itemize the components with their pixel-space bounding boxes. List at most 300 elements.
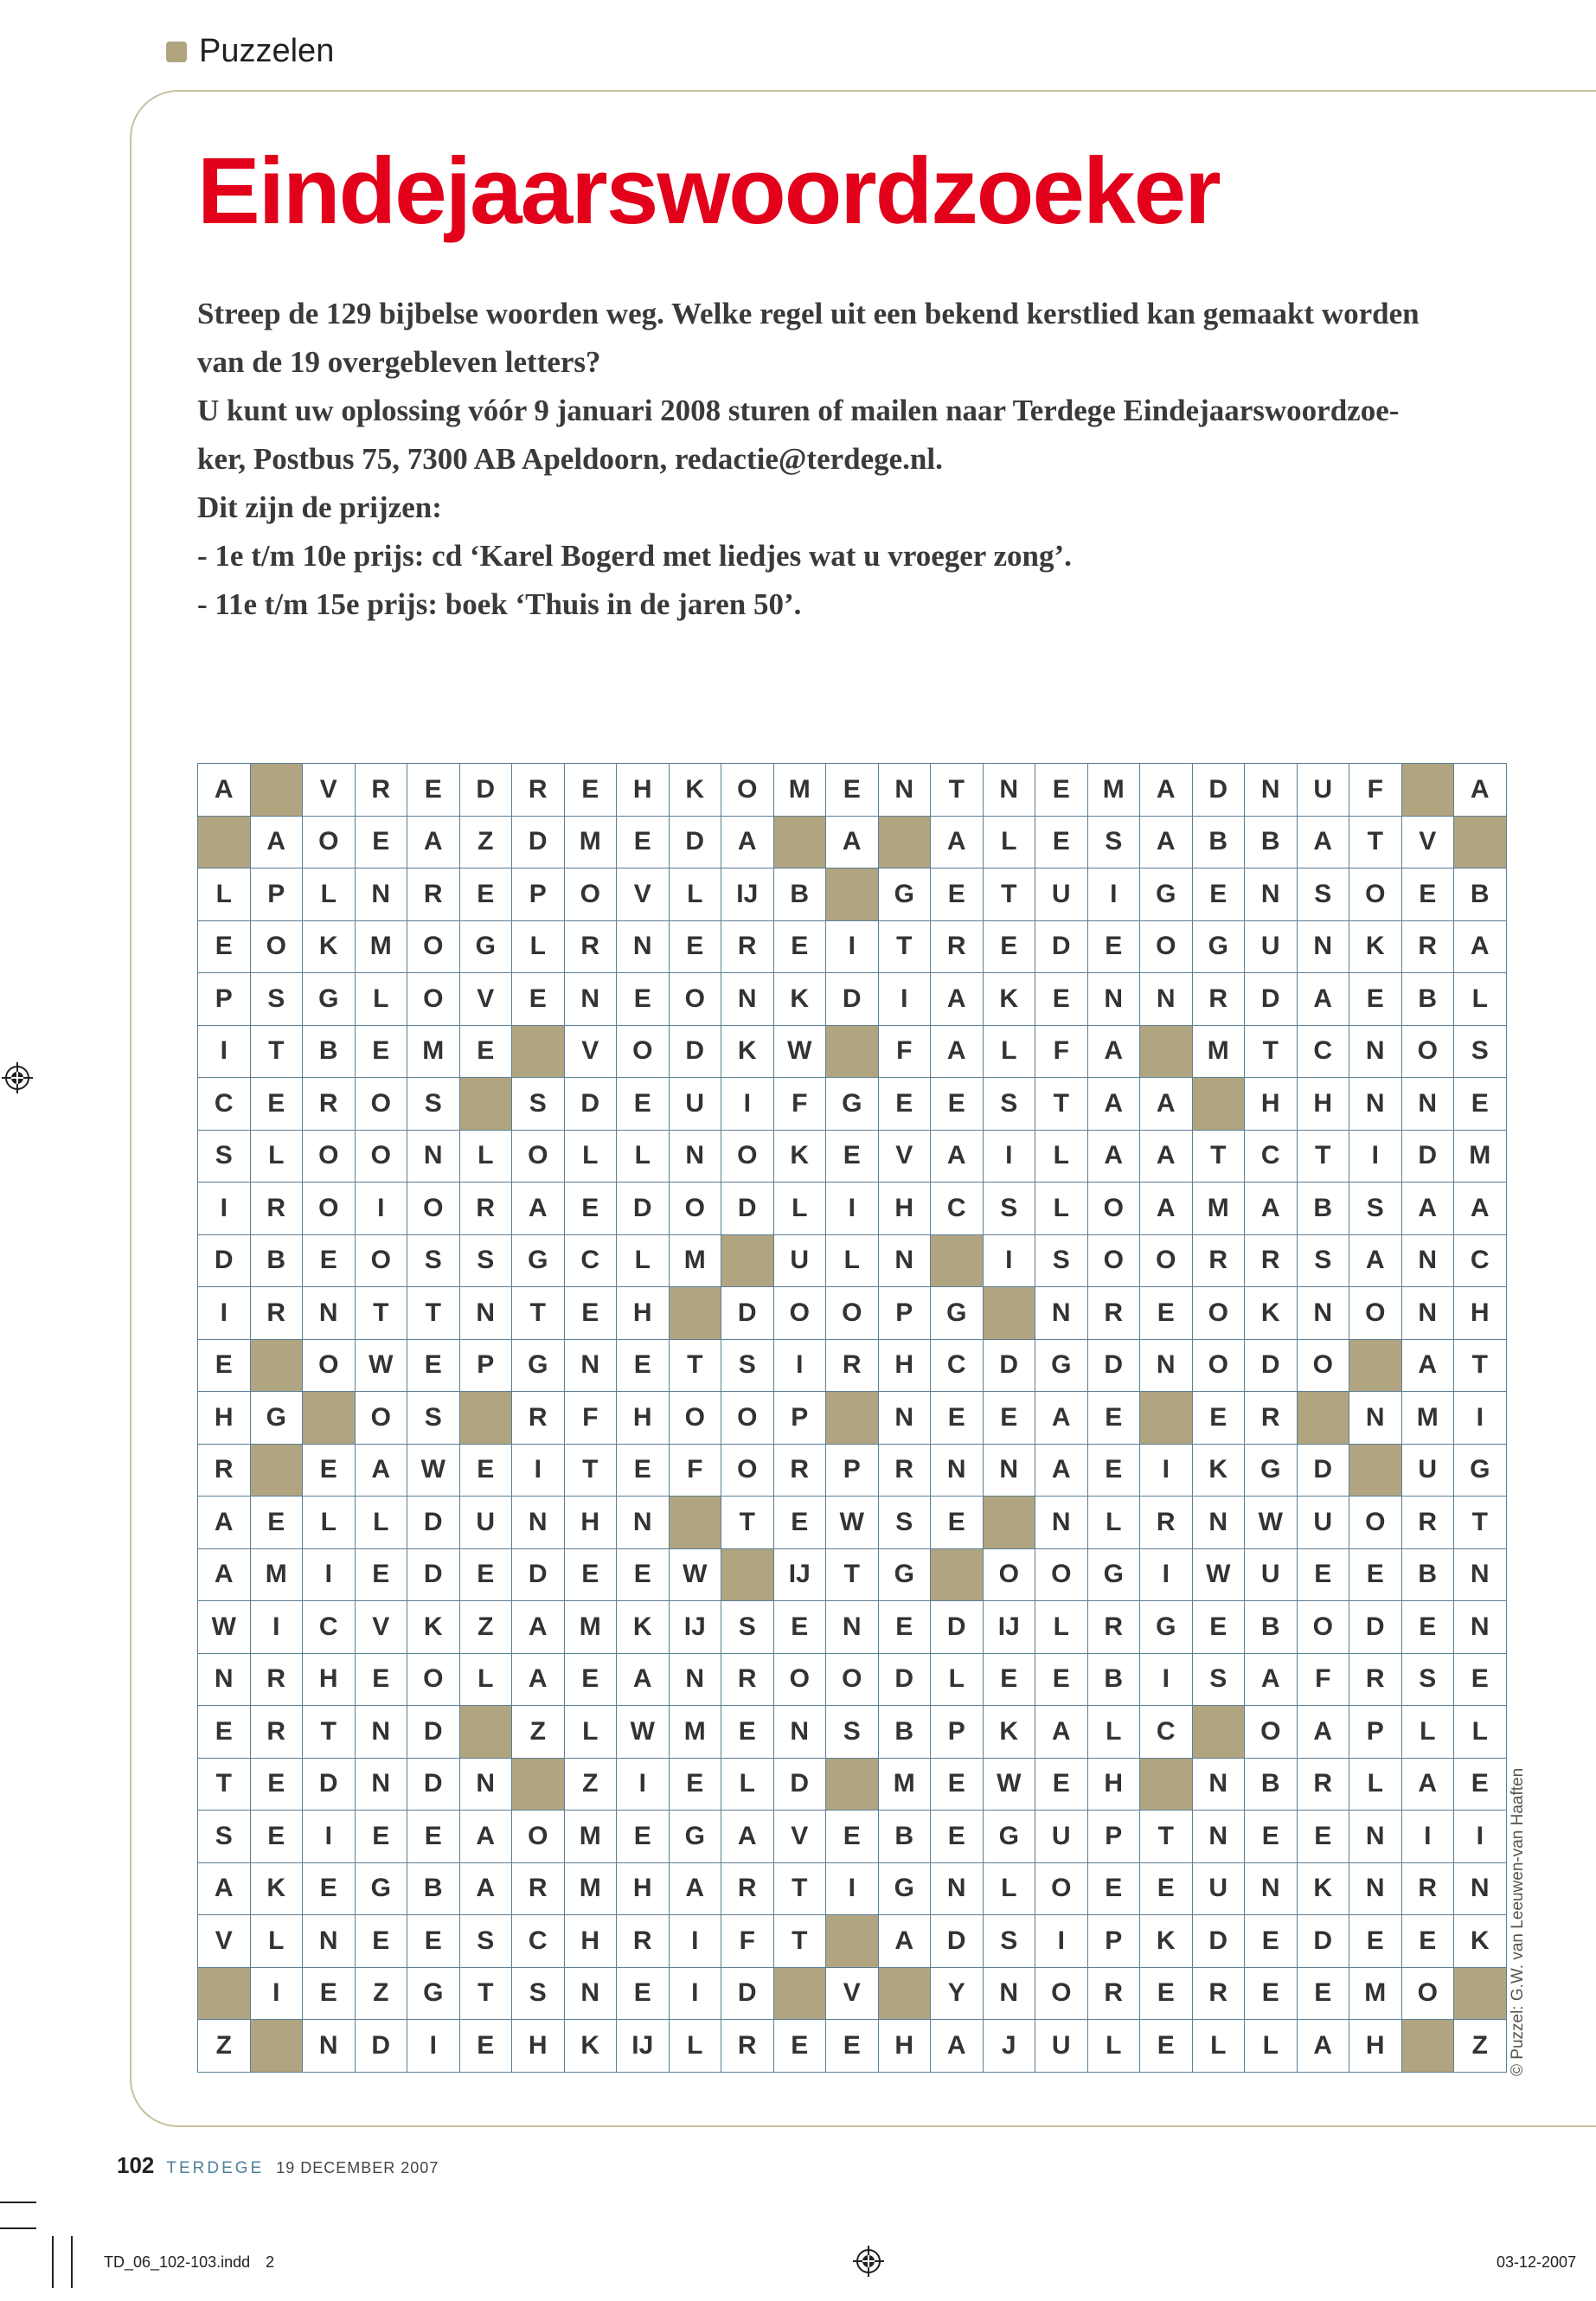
grid-cell[interactable]: V (1401, 816, 1454, 868)
grid-cell[interactable]: M (564, 1601, 617, 1654)
grid-cell[interactable]: N (1035, 1497, 1088, 1549)
grid-cell[interactable]: D (983, 1339, 1035, 1392)
grid-cell[interactable]: N (1454, 1862, 1507, 1915)
grid-cell[interactable]: A (931, 973, 984, 1026)
grid-cell[interactable]: E (459, 2020, 512, 2073)
grid-cell-blocked[interactable] (983, 1497, 1035, 1549)
grid-cell[interactable]: A (1245, 1653, 1298, 1706)
grid-cell[interactable]: M (564, 1862, 617, 1915)
grid-cell[interactable]: R (1401, 1497, 1454, 1549)
grid-cell[interactable]: R (721, 1653, 774, 1706)
grid-cell[interactable]: R (250, 1653, 303, 1706)
grid-cell[interactable]: E (564, 1653, 617, 1706)
grid-cell-blocked[interactable] (773, 816, 826, 868)
grid-cell[interactable]: B (407, 1862, 460, 1915)
grid-cell[interactable]: E (250, 1811, 303, 1863)
grid-cell[interactable]: E (1349, 1548, 1402, 1601)
grid-cell[interactable]: E (355, 816, 407, 868)
grid-cell[interactable]: K (617, 1601, 670, 1654)
grid-cell[interactable]: G (1035, 1339, 1088, 1392)
grid-cell[interactable]: L (1401, 1706, 1454, 1759)
grid-cell[interactable]: N (198, 1653, 251, 1706)
grid-cell[interactable]: E (931, 1811, 984, 1863)
grid-cell[interactable]: S (983, 1183, 1035, 1235)
grid-cell[interactable]: A (1140, 1078, 1193, 1131)
grid-cell[interactable]: P (773, 1392, 826, 1445)
grid-cell[interactable]: K (407, 1601, 460, 1654)
grid-cell[interactable]: C (564, 1234, 617, 1287)
grid-cell[interactable]: E (407, 1811, 460, 1863)
grid-cell[interactable]: E (1245, 1915, 1298, 1968)
grid-cell[interactable]: G (826, 1078, 879, 1131)
grid-cell[interactable]: O (826, 1287, 879, 1340)
grid-cell[interactable]: E (564, 1287, 617, 1340)
grid-cell[interactable]: F (1035, 1025, 1088, 1078)
grid-cell[interactable]: I (1140, 1653, 1193, 1706)
grid-cell-blocked[interactable] (459, 1706, 512, 1759)
grid-cell[interactable]: A (1297, 973, 1349, 1026)
grid-cell[interactable]: M (1401, 1392, 1454, 1445)
grid-cell[interactable]: L (669, 2020, 721, 2073)
grid-cell[interactable]: N (512, 1497, 565, 1549)
grid-cell[interactable]: E (931, 1497, 984, 1549)
grid-cell[interactable]: E (564, 764, 617, 817)
grid-cell-blocked[interactable] (1401, 2020, 1454, 2073)
grid-cell[interactable]: R (355, 764, 407, 817)
grid-cell-blocked[interactable] (250, 1444, 303, 1497)
grid-cell[interactable]: L (198, 868, 251, 921)
grid-cell[interactable]: O (407, 920, 460, 973)
grid-cell[interactable]: E (407, 1339, 460, 1392)
grid-cell[interactable]: E (355, 1025, 407, 1078)
grid-cell[interactable]: W (983, 1758, 1035, 1811)
grid-cell[interactable]: N (1140, 1339, 1193, 1392)
grid-cell[interactable]: E (1087, 1862, 1140, 1915)
grid-cell[interactable]: N (878, 764, 931, 817)
grid-cell[interactable]: V (355, 1601, 407, 1654)
grid-cell[interactable]: W (1192, 1548, 1245, 1601)
grid-cell[interactable]: A (1087, 1130, 1140, 1183)
grid-cell[interactable]: L (512, 920, 565, 973)
grid-cell[interactable]: I (1140, 1444, 1193, 1497)
grid-cell[interactable]: O (1087, 1234, 1140, 1287)
grid-cell[interactable]: N (1401, 1078, 1454, 1131)
grid-cell[interactable]: I (669, 1915, 721, 1968)
grid-cell[interactable]: I (721, 1078, 774, 1131)
grid-cell[interactable]: L (355, 973, 407, 1026)
grid-cell-blocked[interactable] (931, 1234, 984, 1287)
grid-cell[interactable]: R (303, 1078, 356, 1131)
grid-cell[interactable]: M (1192, 1183, 1245, 1235)
grid-cell[interactable]: S (407, 1078, 460, 1131)
grid-cell[interactable]: A (1245, 1183, 1298, 1235)
grid-cell[interactable]: A (355, 1444, 407, 1497)
grid-cell[interactable]: N (1349, 1811, 1402, 1863)
grid-cell[interactable]: E (617, 816, 670, 868)
grid-cell[interactable]: U (1035, 868, 1088, 921)
grid-cell[interactable]: G (512, 1339, 565, 1392)
grid-cell[interactable]: M (564, 1811, 617, 1863)
grid-cell[interactable]: N (1349, 1078, 1402, 1131)
grid-cell[interactable]: T (773, 1915, 826, 1968)
grid-cell-blocked[interactable] (931, 1548, 984, 1601)
grid-cell[interactable]: N (407, 1130, 460, 1183)
grid-cell[interactable]: S (983, 1915, 1035, 1968)
grid-cell[interactable]: D (1245, 1339, 1298, 1392)
grid-cell[interactable]: R (1140, 1497, 1193, 1549)
grid-cell-blocked[interactable] (459, 1392, 512, 1445)
grid-cell[interactable]: N (564, 1967, 617, 2020)
grid-cell[interactable]: W (1245, 1497, 1298, 1549)
grid-cell[interactable]: D (721, 1183, 774, 1235)
grid-cell[interactable]: R (878, 1444, 931, 1497)
grid-cell[interactable]: O (1401, 1967, 1454, 2020)
grid-cell[interactable]: I (303, 1811, 356, 1863)
grid-cell[interactable]: O (1192, 1287, 1245, 1340)
grid-cell[interactable]: K (1349, 920, 1402, 973)
grid-cell[interactable]: V (459, 973, 512, 1026)
grid-cell[interactable]: D (355, 2020, 407, 2073)
grid-cell[interactable]: R (512, 764, 565, 817)
grid-cell[interactable]: A (198, 764, 251, 817)
grid-cell[interactable]: G (878, 868, 931, 921)
grid-cell[interactable]: O (721, 1130, 774, 1183)
grid-cell[interactable]: L (355, 1497, 407, 1549)
grid-cell[interactable]: E (669, 1758, 721, 1811)
grid-cell[interactable]: S (1192, 1653, 1245, 1706)
grid-cell[interactable]: E (303, 1234, 356, 1287)
grid-cell[interactable]: N (983, 764, 1035, 817)
grid-cell[interactable]: R (931, 920, 984, 973)
grid-cell[interactable]: E (1297, 1967, 1349, 2020)
grid-cell[interactable]: R (459, 1183, 512, 1235)
grid-cell[interactable]: D (721, 1967, 774, 2020)
grid-cell[interactable]: I (826, 1183, 879, 1235)
grid-cell[interactable]: D (1245, 973, 1298, 1026)
grid-cell[interactable]: E (1035, 816, 1088, 868)
grid-cell[interactable]: E (826, 1811, 879, 1863)
grid-cell[interactable]: I (773, 1339, 826, 1392)
grid-cell[interactable]: S (459, 1915, 512, 1968)
grid-cell[interactable]: D (407, 1706, 460, 1759)
grid-cell[interactable]: D (1401, 1130, 1454, 1183)
grid-cell[interactable]: C (198, 1078, 251, 1131)
grid-cell[interactable]: I (826, 920, 879, 973)
grid-cell[interactable]: E (459, 868, 512, 921)
grid-cell[interactable]: G (983, 1811, 1035, 1863)
grid-cell[interactable]: E (198, 1339, 251, 1392)
grid-cell[interactable]: O (512, 1130, 565, 1183)
grid-cell[interactable]: IJ (721, 868, 774, 921)
grid-cell[interactable]: T (459, 1967, 512, 2020)
grid-cell[interactable]: R (564, 920, 617, 973)
grid-cell[interactable]: M (250, 1548, 303, 1601)
grid-cell[interactable]: I (878, 973, 931, 1026)
grid-cell-blocked[interactable] (250, 764, 303, 817)
grid-cell[interactable]: E (983, 1392, 1035, 1445)
grid-cell[interactable]: I (250, 1967, 303, 2020)
grid-cell[interactable]: O (1035, 1548, 1088, 1601)
grid-cell[interactable]: T (669, 1339, 721, 1392)
grid-cell[interactable]: E (1140, 1967, 1193, 2020)
grid-cell[interactable]: G (250, 1392, 303, 1445)
grid-cell[interactable]: N (1297, 1287, 1349, 1340)
grid-cell[interactable]: E (1087, 1444, 1140, 1497)
grid-cell[interactable]: T (1454, 1497, 1507, 1549)
grid-cell[interactable]: N (878, 1234, 931, 1287)
grid-cell[interactable]: K (983, 973, 1035, 1026)
grid-cell[interactable]: L (669, 868, 721, 921)
grid-cell-blocked[interactable] (250, 1339, 303, 1392)
grid-cell[interactable]: G (669, 1811, 721, 1863)
grid-cell[interactable]: A (1454, 920, 1507, 973)
grid-cell[interactable]: L (1454, 1706, 1507, 1759)
grid-cell[interactable]: U (1297, 1497, 1349, 1549)
grid-cell[interactable]: L (1087, 2020, 1140, 2073)
grid-cell[interactable]: E (355, 1915, 407, 1968)
grid-cell-blocked[interactable] (1454, 1967, 1507, 2020)
grid-cell-blocked[interactable] (198, 816, 251, 868)
grid-cell[interactable]: E (826, 764, 879, 817)
grid-cell[interactable]: F (878, 1025, 931, 1078)
grid-cell-blocked[interactable] (721, 1234, 774, 1287)
grid-cell[interactable]: O (1349, 868, 1402, 921)
grid-cell[interactable]: O (407, 973, 460, 1026)
grid-cell[interactable]: O (303, 1339, 356, 1392)
grid-cell[interactable]: K (773, 1130, 826, 1183)
grid-cell[interactable]: A (878, 1915, 931, 1968)
grid-cell[interactable]: R (1192, 1967, 1245, 2020)
grid-cell[interactable]: I (617, 1758, 670, 1811)
grid-cell-blocked[interactable] (669, 1497, 721, 1549)
grid-cell[interactable]: O (1140, 920, 1193, 973)
grid-cell[interactable]: T (303, 1706, 356, 1759)
grid-cell[interactable]: K (669, 764, 721, 817)
grid-cell[interactable]: T (250, 1025, 303, 1078)
grid-cell[interactable]: W (355, 1339, 407, 1392)
grid-cell[interactable]: N (617, 920, 670, 973)
grid-cell[interactable]: N (355, 868, 407, 921)
grid-cell[interactable]: P (1087, 1811, 1140, 1863)
grid-cell[interactable]: E (459, 1444, 512, 1497)
grid-cell[interactable]: T (198, 1758, 251, 1811)
grid-cell-blocked[interactable] (826, 1025, 879, 1078)
grid-cell[interactable]: L (1245, 2020, 1298, 2073)
grid-cell[interactable]: E (355, 1548, 407, 1601)
grid-cell[interactable]: G (1454, 1444, 1507, 1497)
grid-cell[interactable]: L (983, 1025, 1035, 1078)
grid-cell[interactable]: M (355, 920, 407, 973)
grid-cell[interactable]: E (617, 1339, 670, 1392)
grid-cell[interactable]: M (407, 1025, 460, 1078)
grid-cell[interactable]: E (407, 764, 460, 817)
grid-cell[interactable]: W (773, 1025, 826, 1078)
grid-cell[interactable]: E (564, 1548, 617, 1601)
grid-cell[interactable]: R (1349, 1653, 1402, 1706)
grid-cell[interactable]: A (1297, 1706, 1349, 1759)
grid-cell[interactable]: A (1035, 1706, 1088, 1759)
grid-cell[interactable]: I (669, 1967, 721, 2020)
grid-cell[interactable]: A (1454, 1183, 1507, 1235)
grid-cell[interactable]: O (355, 1130, 407, 1183)
grid-cell-blocked[interactable] (1140, 1392, 1193, 1445)
grid-cell[interactable]: V (564, 1025, 617, 1078)
grid-cell[interactable]: H (1454, 1287, 1507, 1340)
grid-cell[interactable]: L (1087, 1706, 1140, 1759)
grid-cell[interactable]: G (407, 1967, 460, 2020)
grid-cell[interactable]: B (773, 868, 826, 921)
grid-cell[interactable]: F (1297, 1653, 1349, 1706)
grid-cell[interactable]: R (198, 1444, 251, 1497)
grid-cell[interactable]: E (1035, 1758, 1088, 1811)
grid-cell[interactable]: E (1297, 1548, 1349, 1601)
grid-cell[interactable]: IJ (669, 1601, 721, 1654)
grid-cell[interactable]: M (1087, 764, 1140, 817)
grid-cell[interactable]: A (1035, 1444, 1088, 1497)
grid-cell[interactable]: I (983, 1234, 1035, 1287)
grid-cell[interactable]: E (773, 1497, 826, 1549)
grid-cell[interactable]: N (1035, 1287, 1088, 1340)
grid-cell[interactable]: E (1401, 868, 1454, 921)
grid-cell[interactable]: I (1035, 1915, 1088, 1968)
grid-cell[interactable]: Z (459, 1601, 512, 1654)
grid-cell[interactable]: V (303, 764, 356, 817)
grid-cell[interactable]: U (1245, 920, 1298, 973)
grid-cell-blocked[interactable] (826, 1392, 879, 1445)
grid-cell[interactable]: L (617, 1130, 670, 1183)
grid-cell[interactable]: W (407, 1444, 460, 1497)
grid-cell[interactable]: A (407, 816, 460, 868)
grid-cell[interactable]: D (1035, 920, 1088, 973)
grid-cell[interactable]: I (1140, 1548, 1193, 1601)
grid-cell[interactable]: F (669, 1444, 721, 1497)
grid-cell[interactable]: A (512, 1653, 565, 1706)
grid-cell[interactable]: B (1245, 1758, 1298, 1811)
grid-cell-blocked[interactable] (983, 1287, 1035, 1340)
grid-cell[interactable]: E (617, 1444, 670, 1497)
grid-cell[interactable]: E (1035, 973, 1088, 1026)
grid-cell[interactable]: E (617, 1811, 670, 1863)
grid-cell[interactable]: I (355, 1183, 407, 1235)
grid-cell[interactable]: N (721, 973, 774, 1026)
grid-cell[interactable]: K (1297, 1862, 1349, 1915)
grid-cell[interactable]: D (773, 1758, 826, 1811)
grid-cell[interactable]: R (407, 868, 460, 921)
grid-cell[interactable]: V (617, 868, 670, 921)
grid-cell[interactable]: F (1349, 764, 1402, 817)
grid-cell[interactable]: O (355, 1078, 407, 1131)
grid-cell[interactable]: I (1454, 1392, 1507, 1445)
grid-cell[interactable]: S (198, 1130, 251, 1183)
grid-cell[interactable]: E (1454, 1078, 1507, 1131)
grid-cell[interactable]: E (1401, 1601, 1454, 1654)
grid-cell[interactable]: O (773, 1653, 826, 1706)
grid-cell[interactable]: E (1140, 1287, 1193, 1340)
grid-cell[interactable]: D (1192, 1915, 1245, 1968)
grid-cell[interactable]: N (617, 1497, 670, 1549)
grid-cell[interactable]: E (1245, 1967, 1298, 2020)
grid-cell[interactable]: U (459, 1497, 512, 1549)
grid-cell-blocked[interactable] (1297, 1392, 1349, 1445)
grid-cell[interactable]: E (1454, 1758, 1507, 1811)
grid-cell[interactable]: B (1192, 816, 1245, 868)
grid-cell[interactable]: N (669, 1653, 721, 1706)
grid-cell[interactable]: N (1401, 1287, 1454, 1340)
grid-cell-blocked[interactable] (1349, 1339, 1402, 1392)
grid-cell[interactable]: R (250, 1287, 303, 1340)
grid-cell[interactable]: C (931, 1183, 984, 1235)
grid-cell[interactable]: A (617, 1653, 670, 1706)
grid-cell[interactable]: A (198, 1862, 251, 1915)
grid-cell[interactable]: E (931, 1758, 984, 1811)
grid-cell[interactable]: S (1297, 868, 1349, 921)
grid-cell[interactable]: E (1192, 1392, 1245, 1445)
grid-cell[interactable]: A (721, 816, 774, 868)
grid-cell[interactable]: W (826, 1497, 879, 1549)
grid-cell[interactable]: N (564, 1339, 617, 1392)
grid-cell[interactable]: M (878, 1758, 931, 1811)
grid-cell[interactable]: N (1245, 1862, 1298, 1915)
grid-cell[interactable]: O (721, 1392, 774, 1445)
grid-cell[interactable]: T (1035, 1078, 1088, 1131)
grid-cell[interactable]: N (564, 973, 617, 1026)
grid-cell[interactable]: V (878, 1130, 931, 1183)
grid-cell[interactable]: T (878, 920, 931, 973)
grid-cell[interactable]: U (773, 1234, 826, 1287)
grid-cell[interactable]: K (1245, 1287, 1298, 1340)
grid-cell[interactable]: H (878, 2020, 931, 2073)
grid-cell[interactable]: L (983, 1862, 1035, 1915)
grid-cell[interactable]: S (512, 1967, 565, 2020)
grid-cell[interactable]: N (1349, 1862, 1402, 1915)
grid-cell[interactable]: R (1192, 973, 1245, 1026)
grid-cell[interactable]: A (931, 2020, 984, 2073)
grid-cell[interactable]: A (1297, 2020, 1349, 2073)
grid-cell[interactable]: L (459, 1130, 512, 1183)
grid-cell[interactable]: H (878, 1339, 931, 1392)
grid-cell[interactable]: E (250, 1078, 303, 1131)
grid-cell[interactable]: E (773, 2020, 826, 2073)
grid-cell[interactable]: K (1140, 1915, 1193, 1968)
grid-cell[interactable]: K (564, 2020, 617, 2073)
grid-cell[interactable]: H (617, 1862, 670, 1915)
grid-cell[interactable]: O (1245, 1706, 1298, 1759)
grid-cell[interactable]: O (512, 1811, 565, 1863)
grid-cell[interactable]: R (721, 920, 774, 973)
grid-cell[interactable]: T (983, 868, 1035, 921)
grid-cell[interactable]: S (1454, 1025, 1507, 1078)
grid-cell[interactable]: G (1087, 1548, 1140, 1601)
grid-cell[interactable]: L (931, 1653, 984, 1706)
grid-cell[interactable]: O (303, 1130, 356, 1183)
grid-cell[interactable]: E (1140, 1862, 1193, 1915)
grid-cell[interactable]: G (1192, 920, 1245, 973)
grid-cell[interactable]: J (983, 2020, 1035, 2073)
grid-cell[interactable]: N (1192, 1811, 1245, 1863)
grid-cell[interactable]: U (1035, 1811, 1088, 1863)
grid-cell[interactable]: P (826, 1444, 879, 1497)
grid-cell[interactable]: N (1401, 1234, 1454, 1287)
grid-cell[interactable]: G (303, 973, 356, 1026)
grid-cell[interactable]: S (983, 1078, 1035, 1131)
grid-cell[interactable]: E (669, 920, 721, 973)
grid-cell[interactable]: D (407, 1758, 460, 1811)
grid-cell[interactable]: Z (198, 2020, 251, 2073)
grid-cell[interactable]: I (303, 1548, 356, 1601)
grid-cell[interactable]: O (669, 1183, 721, 1235)
grid-cell[interactable]: A (1087, 1025, 1140, 1078)
grid-cell[interactable]: A (1401, 1758, 1454, 1811)
